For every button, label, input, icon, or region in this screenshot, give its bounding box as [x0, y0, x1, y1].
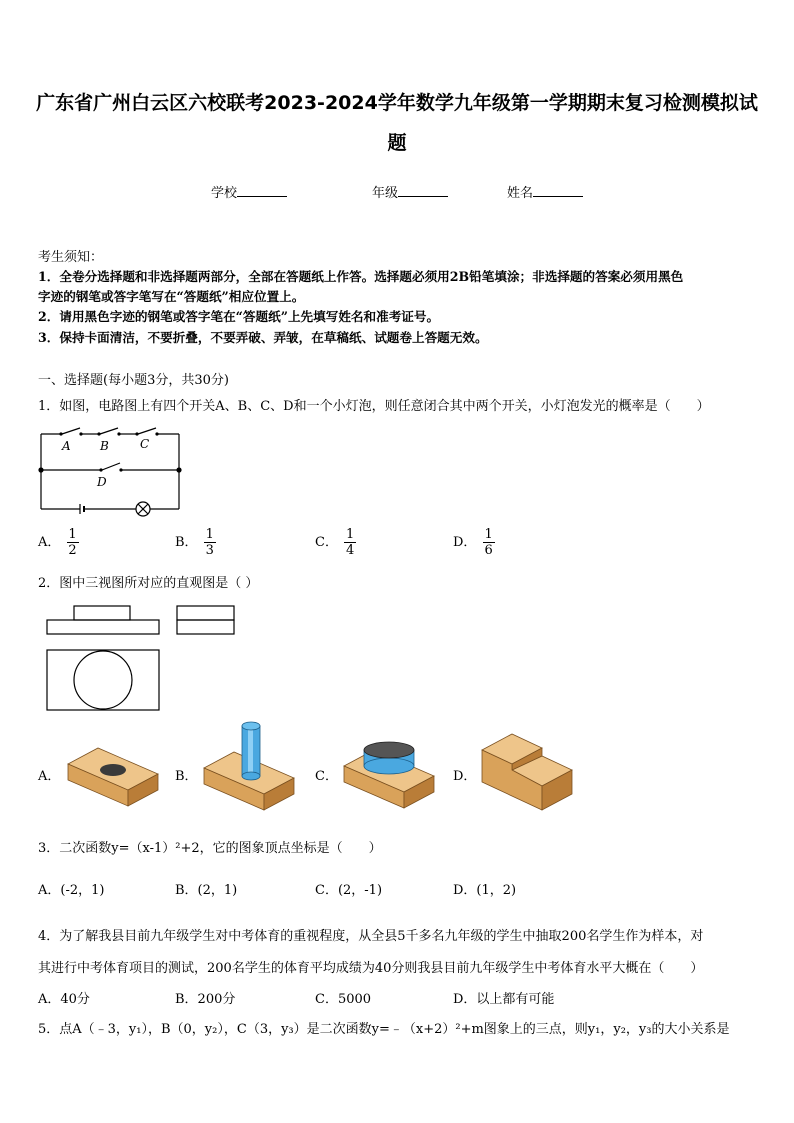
q1-option-d[interactable]	[453, 527, 495, 558]
page-title-line2: 题	[387, 132, 407, 154]
name-blank	[533, 184, 583, 197]
q4-option-a[interactable]: A．40分	[38, 992, 90, 1007]
grade-blank	[398, 184, 448, 197]
q2-option-a-label[interactable]: A．	[38, 769, 61, 784]
q2-option-c-figure[interactable]	[340, 734, 440, 814]
q1-option-a-label: A．	[38, 535, 61, 550]
q3-option-d[interactable]: D．(1，2)	[453, 883, 517, 898]
q2-option-a-figure[interactable]	[64, 740, 162, 810]
q2-option-d-figure[interactable]	[478, 730, 578, 814]
section-heading: 一、选择题(每小题3分，共30分)	[38, 373, 229, 388]
switch-label-b: B	[100, 439, 109, 453]
q2-option-d-label[interactable]: D．	[453, 769, 477, 784]
q3-option-b[interactable]: B．(2，1)	[175, 883, 238, 898]
grade-field	[372, 182, 448, 201]
q4-option-c[interactable]: C．5000	[315, 992, 372, 1007]
q1-option-a[interactable]	[38, 527, 79, 558]
q1-option-c[interactable]	[315, 527, 356, 558]
q3-option-a[interactable]: A．(-2，1)	[38, 883, 105, 898]
q3-stem: 3．二次函数y=（x-1）²+2，它的图象顶点坐标是（ ）	[38, 841, 382, 856]
school-field	[211, 182, 287, 201]
q4-stem-line2: 其进行中考体育项目的测试，200名学生的体育平均成绩为40分则我县目前九年级学生中考体育水平大概在（ ）	[38, 961, 704, 976]
name-label: 姓名	[507, 186, 534, 201]
q1-stem: 1．如图，电路图上有四个开关A、B、C、D和一个小灯泡，则任意闭合其中两个开关，小灯泡发光的概率是（ ）	[38, 399, 710, 414]
q1-option-b-label: B．	[175, 535, 198, 550]
fraction: $\frac{1}{3}$	[205, 527, 214, 558]
notice-heading: 考生须知：	[38, 250, 104, 265]
q1-option-c-label: C．	[315, 535, 338, 550]
school-blank	[237, 184, 287, 197]
switch-label-d: D	[97, 475, 107, 489]
fraction: $\frac{1}{4}$	[345, 527, 355, 558]
grade-label: 年级	[372, 186, 399, 201]
three-view-drawing	[44, 604, 240, 714]
school-label: 学校	[211, 186, 238, 201]
q2-option-c-label[interactable]: C．	[315, 769, 338, 784]
q1-option-d-label: D．	[453, 535, 477, 550]
q1-option-b[interactable]	[175, 527, 216, 558]
q3-option-c[interactable]: C．(2，-1)	[315, 883, 383, 898]
notice-item-2: 2．请用黑色字迹的钢笔或答字笔在“答题纸”上先填写姓名和准考证号。	[38, 309, 440, 324]
fraction: $\frac{1}{2}$	[68, 527, 77, 558]
q2-option-b-label[interactable]: B．	[175, 769, 198, 784]
circuit-diagram	[36, 424, 186, 520]
fraction: $\frac{1}{6}$	[484, 527, 493, 558]
notice-item-3: 3．保持卡面清洁，不要折叠，不要弄破、弄皱，在草稿纸、试题卷上答题无效。	[38, 330, 488, 345]
notice-item-1b: 字迹的钢笔或答字笔写在“答题纸”相应位置上。	[38, 289, 305, 304]
q2-option-b-figure[interactable]	[200, 718, 300, 814]
q5-stem: 5．点A（﹣3，y₁），B（0，y₂），C（3，y₃）是二次函数y=﹣（x+2）²+m图象上的三点，则y₁，y₂，y₃的大小关系是	[38, 1022, 730, 1037]
switch-label-a: A	[62, 439, 71, 453]
name-field	[507, 182, 583, 201]
switch-label-c: C	[140, 437, 150, 451]
page-title-line1: 广东省广州白云区六校联考2023-2024学年数学九年级第一学期期末复习检测模拟试	[36, 92, 758, 114]
q4-option-d[interactable]: D．以上都有可能	[453, 992, 555, 1007]
notice-item-1a: 1．全卷分选择题和非选择题两部分，全部在答题纸上作答。选择题必须用2B铅笔填涂；非选择题的答案必须用黑色	[38, 269, 684, 284]
q4-option-b[interactable]: B．200分	[175, 992, 236, 1007]
q4-stem-line1: 4．为了解我县目前九年级学生对中考体育的重视程度，从全县5千多名九年级的学生中抽取200名学生作为样本，对	[38, 929, 704, 944]
q2-stem: 2．图中三视图所对应的直观图是（ ）	[38, 576, 259, 591]
